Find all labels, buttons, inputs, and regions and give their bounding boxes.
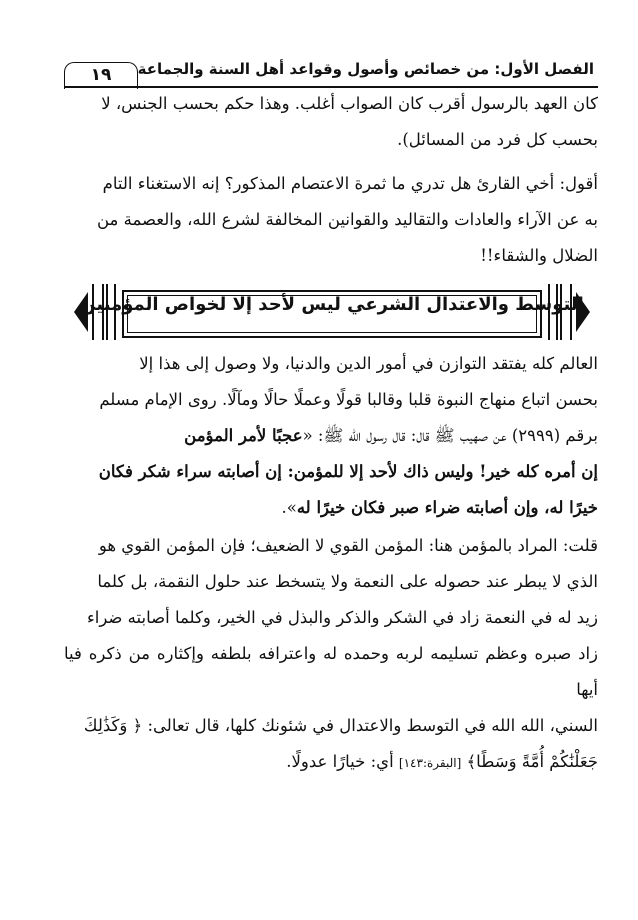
hadith-text: عجبًا لأمر المؤمن [184,426,303,445]
text-line: أقول: أخي القارئ هل تدري ما ثمرة الاعتصام المذكور؟ إنه الاستغناء التام [102,174,598,193]
text-line: زيد له في النعمة زاد في الشكر والذكر والبذل في الخير، وكلما أصابته ضراء [86,608,598,627]
section-heading-banner [74,284,590,340]
page-number: ١٩ [90,65,112,85]
text-line: بحسب كل فرد من المسائل). [397,130,598,149]
text-line: كان العهد بالرسول أقرب كان الصواب أغلب. وهذا حكم بحسب الجنس، لا [101,94,598,113]
hadith-close: ». [281,498,297,517]
paragraph-1 [64,86,598,158]
text-tail: أي: خيارًا عدولًا. [286,752,394,771]
text-line [64,744,598,781]
paragraph-3 [64,346,598,526]
hadith-text: خيرًا له، وإن أصابته ضراء صبر فكان خيرًا له [296,498,598,517]
text-line [64,418,598,454]
section-heading: التوسط والاعتدال الشرعي ليس لأحد إلا لخواص المؤمنين [80,294,584,315]
text-line: العالم كله يفتقد التوازن في أمور الدين والدنيا، ولا وصول إلى هذا إلا [139,354,598,373]
text-line: الذي لا يبطر عند حصوله على النعمة ولا يتسخط عند حلول النقمة، بل كلما [97,572,598,591]
text-line [64,490,598,526]
paragraph-4 [64,528,598,781]
hadith-text: إن أمره كله خير! وليس ذاك لأحد إلا للمؤمن: إن أصابته سراء شكر فكان [98,462,598,481]
quran-verse: جَعَلْنَٰكُمْ أُمَّةً وَسَطًا﴾ [466,752,598,771]
page-number-box [64,62,138,89]
verse-reference: [البقرة:١٤٣] [398,756,462,770]
text-line: بحسن اتباع منهاج النبوة قلبا وقالبا قولًا وعملًا حالًا ومآلًا. روى الإمام مسلم [99,390,598,409]
text-line: قلت: المراد بالمؤمن هنا: المؤمن القوي لا الضعيف؛ فإن المؤمن القوي هو [98,536,598,555]
text-line: به عن الآراء والعادات والتقاليد والقوانين المخالفة لشرع الله، والعصمة من [96,210,598,229]
text-line: زاد صبره وعظم تسليمه لربه وحمده له واعترافه بلطفه وإكثاره من ذكره فيا أيها [64,644,598,699]
page-header [64,56,598,88]
hadith-intro: برقم (٢٩٩٩) عن صهيب ﷺ قال: قال رسول الله ﷺ: « [302,426,598,445]
text-line: الضلال والشقاء!! [480,246,598,265]
paragraph-2 [64,166,598,274]
text-line: السني، الله الله في التوسط والاعتدال في شئونك كلها، قال تعالى: ﴿ وَكَذَٰلِكَ [83,716,598,735]
chapter-title: الفصل الأول: من خصائص وأصول وقواعد أهل السنة والجماعة [137,60,594,78]
